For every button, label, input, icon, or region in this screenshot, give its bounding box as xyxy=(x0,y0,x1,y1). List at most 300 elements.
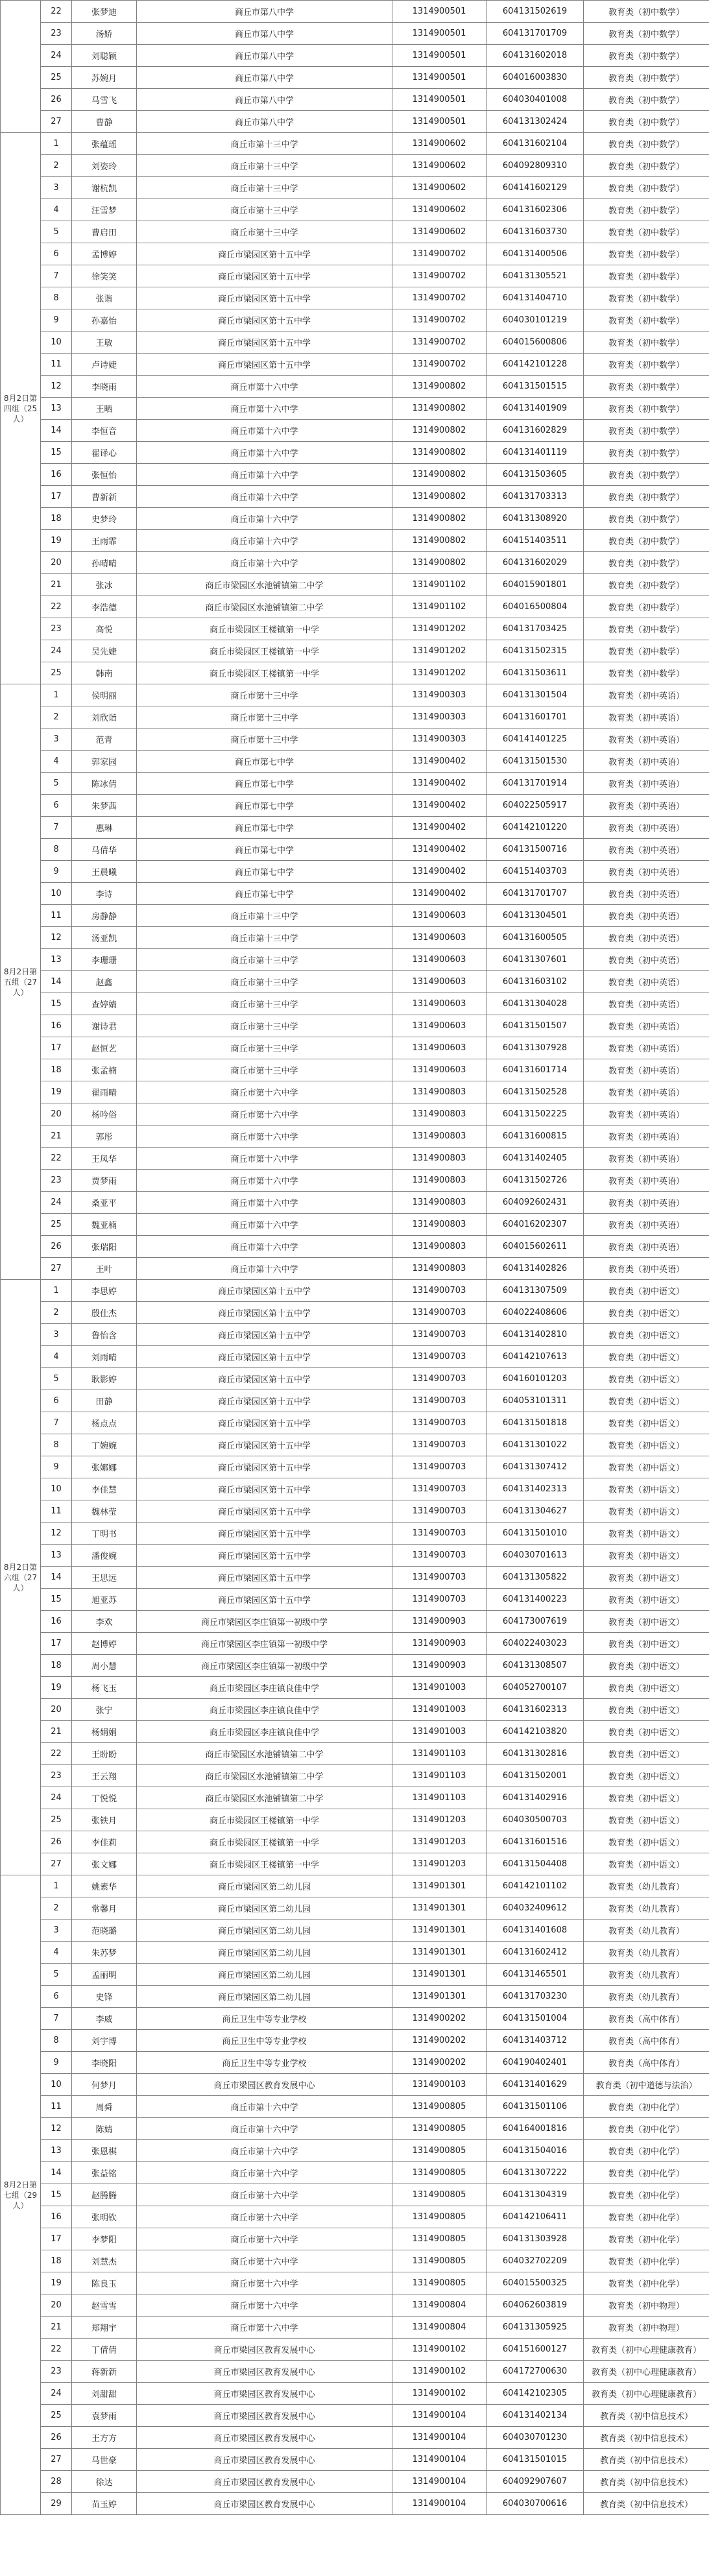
name-cell: 李晓阳 xyxy=(72,2052,137,2074)
table-row xyxy=(1,2140,709,2162)
position-code-cell: 1314900703 xyxy=(392,1545,487,1567)
name-cell: 张益铭 xyxy=(72,2162,137,2184)
name-cell: 赵博婷 xyxy=(72,1633,137,1655)
table-row xyxy=(1,1258,709,1280)
school-cell: 商丘市第十三中学 xyxy=(137,199,392,221)
name-cell: 郭彤 xyxy=(72,1125,137,1148)
table-row xyxy=(1,287,709,309)
name-cell: 马世豪 xyxy=(72,2449,137,2471)
subject-cell: 教育类（初中英语） xyxy=(584,1125,709,1148)
school-cell: 商丘市梁园区第二幼儿园 xyxy=(137,1964,392,1986)
seq-cell: 6 xyxy=(41,1390,72,1412)
name-cell: 丁明书 xyxy=(72,1523,137,1545)
position-code-cell: 1314900702 xyxy=(392,287,487,309)
school-cell: 商丘市第十六中学 xyxy=(137,1170,392,1192)
school-cell: 商丘卫生中等专业学校 xyxy=(137,2052,392,2074)
name-cell: 王晨曦 xyxy=(72,861,137,883)
name-cell: 王思远 xyxy=(72,1567,137,1589)
subject-cell: 教育类（初中数学） xyxy=(584,45,709,67)
name-cell: 贾梦雨 xyxy=(72,1170,137,1192)
subject-cell: 教育类（初中心理健康教育） xyxy=(584,2361,709,2383)
position-code-cell: 1314900402 xyxy=(392,817,487,839)
seq-cell: 26 xyxy=(41,2427,72,2449)
ticket-number-cell: 604151600127 xyxy=(487,2339,584,2361)
subject-cell: 教育类（高中体育） xyxy=(584,2008,709,2030)
table-row xyxy=(1,2294,709,2317)
seq-cell: 14 xyxy=(41,2162,72,2184)
name-cell: 范青 xyxy=(72,728,137,751)
position-code-cell: 1314900903 xyxy=(392,1655,487,1677)
subject-cell: 教育类（初中信息技术） xyxy=(584,2449,709,2471)
position-code-cell: 1314900805 xyxy=(392,2272,487,2294)
seq-cell: 13 xyxy=(41,1545,72,1567)
name-cell: 谢诗君 xyxy=(72,1015,137,1037)
position-code-cell: 1314900805 xyxy=(392,2206,487,2228)
ticket-number-cell: 604062603819 xyxy=(487,2294,584,2317)
table-row xyxy=(1,949,709,971)
table-row xyxy=(1,221,709,243)
subject-cell: 教育类（初中英语） xyxy=(584,728,709,751)
name-cell: 曹静 xyxy=(72,111,137,133)
subject-cell: 教育类（初中英语） xyxy=(584,1192,709,1214)
subject-cell: 教育类（初中数学） xyxy=(584,199,709,221)
ticket-number-cell: 604131701709 xyxy=(487,23,584,45)
subject-cell: 教育类（初中数学） xyxy=(584,618,709,640)
seq-cell: 25 xyxy=(41,1214,72,1236)
seq-cell: 21 xyxy=(41,574,72,596)
seq-cell: 11 xyxy=(41,905,72,927)
school-cell: 商丘市梁园区第十五中学 xyxy=(137,1390,392,1412)
position-code-cell: 1314901203 xyxy=(392,1809,487,1831)
name-cell: 桑亚平 xyxy=(72,1192,137,1214)
name-cell: 史梦玲 xyxy=(72,508,137,530)
ticket-number-cell: 604052700107 xyxy=(487,1677,584,1699)
table-row xyxy=(1,2317,709,2339)
position-code-cell: 1314900703 xyxy=(392,1280,487,1302)
seq-cell: 16 xyxy=(41,1611,72,1633)
school-cell: 商丘市梁园区水池铺镇第二中学 xyxy=(137,596,392,618)
table-row xyxy=(1,1765,709,1787)
name-cell: 张孟楠 xyxy=(72,1059,137,1081)
group-label-cell: 8月2日第六组（27人） xyxy=(1,1280,41,1875)
seq-cell: 2 xyxy=(41,1897,72,1920)
table-row xyxy=(1,1500,709,1523)
name-cell: 范晓璐 xyxy=(72,1920,137,1942)
subject-cell: 教育类（初中数学） xyxy=(584,464,709,486)
table-row xyxy=(1,839,709,861)
name-cell: 张娜娜 xyxy=(72,1456,137,1478)
seq-cell: 10 xyxy=(41,883,72,905)
name-cell: 汪雪梦 xyxy=(72,199,137,221)
seq-cell: 11 xyxy=(41,1500,72,1523)
position-code-cell: 1314901301 xyxy=(392,1986,487,2008)
school-cell: 商丘市第十六中学 xyxy=(137,1103,392,1125)
table-row xyxy=(1,1831,709,1853)
school-cell: 商丘市梁园区李庄镇第一初级中学 xyxy=(137,1633,392,1655)
seq-cell: 1 xyxy=(41,1280,72,1302)
seq-cell: 12 xyxy=(41,927,72,949)
school-cell: 商丘市第十六中学 xyxy=(137,1148,392,1170)
school-cell: 商丘市第十六中学 xyxy=(137,2206,392,2228)
name-cell: 李浩德 xyxy=(72,596,137,618)
seq-cell: 24 xyxy=(41,2383,72,2405)
name-cell: 曹新新 xyxy=(72,486,137,508)
school-cell: 商丘市第十六中学 xyxy=(137,1081,392,1103)
seq-cell: 6 xyxy=(41,795,72,817)
subject-cell: 教育类（初中语文） xyxy=(584,1831,709,1853)
subject-cell: 教育类（初中英语） xyxy=(584,1015,709,1037)
subject-cell: 教育类（初中化学） xyxy=(584,2206,709,2228)
ticket-number-cell: 604131401119 xyxy=(487,442,584,464)
school-cell: 商丘市梁园区李庄镇第一初级中学 xyxy=(137,1611,392,1633)
subject-cell: 教育类（初中数学） xyxy=(584,662,709,684)
ticket-number-cell: 604142106411 xyxy=(487,2206,584,2228)
seq-cell: 11 xyxy=(41,2096,72,2118)
name-cell: 李晓雨 xyxy=(72,376,137,398)
ticket-number-cell: 604131701914 xyxy=(487,773,584,795)
table-row xyxy=(1,486,709,508)
seq-cell: 1 xyxy=(41,684,72,706)
subject-cell: 教育类（初中物理） xyxy=(584,2294,709,2317)
school-cell: 商丘市第八中学 xyxy=(137,89,392,111)
ticket-number-cell: 604142107613 xyxy=(487,1346,584,1368)
position-code-cell: 1314900602 xyxy=(392,177,487,199)
ticket-number-cell: 604131307222 xyxy=(487,2162,584,2184)
name-cell: 李珊珊 xyxy=(72,949,137,971)
seq-cell: 20 xyxy=(41,1699,72,1721)
table-row xyxy=(1,1125,709,1148)
table-row xyxy=(1,1192,709,1214)
seq-cell: 16 xyxy=(41,464,72,486)
position-code-cell: 1314900603 xyxy=(392,1037,487,1059)
seq-cell: 10 xyxy=(41,2074,72,2096)
table-row xyxy=(1,2383,709,2405)
school-cell: 商丘市第十六中学 xyxy=(137,442,392,464)
ticket-number-cell: 604131307601 xyxy=(487,949,584,971)
school-cell: 商丘市第七中学 xyxy=(137,751,392,773)
name-cell: 丁婉婉 xyxy=(72,1434,137,1456)
table-row xyxy=(1,2030,709,2052)
position-code-cell: 1314900702 xyxy=(392,309,487,331)
subject-cell: 教育类（初中语文） xyxy=(584,1545,709,1567)
seq-cell: 27 xyxy=(41,111,72,133)
table-row xyxy=(1,1236,709,1258)
position-code-cell: 1314900104 xyxy=(392,2405,487,2427)
seq-cell: 20 xyxy=(41,1103,72,1125)
table-row xyxy=(1,1103,709,1125)
name-cell: 刘聪颖 xyxy=(72,45,137,67)
table-row xyxy=(1,2449,709,2471)
table-row xyxy=(1,155,709,177)
school-cell: 商丘市梁园区第十五中学 xyxy=(137,331,392,354)
school-cell: 商丘市第十六中学 xyxy=(137,552,392,574)
name-cell: 丁悦悦 xyxy=(72,1787,137,1809)
table-row xyxy=(1,1523,709,1545)
name-cell: 周舜 xyxy=(72,2096,137,2118)
subject-cell: 教育类（初中物理） xyxy=(584,2317,709,2339)
name-cell: 陈婧 xyxy=(72,2118,137,2140)
ticket-number-cell: 604190402401 xyxy=(487,2052,584,2074)
position-code-cell: 1314900805 xyxy=(392,2162,487,2184)
ticket-number-cell: 604151403703 xyxy=(487,861,584,883)
table-row xyxy=(1,1037,709,1059)
seq-cell: 17 xyxy=(41,2228,72,2250)
name-cell: 王盼盼 xyxy=(72,1743,137,1765)
name-cell: 韩南 xyxy=(72,662,137,684)
name-cell: 李诗 xyxy=(72,883,137,905)
subject-cell: 教育类（初中化学） xyxy=(584,2250,709,2272)
seq-cell: 13 xyxy=(41,398,72,420)
school-cell: 商丘市第十六中学 xyxy=(137,2140,392,2162)
subject-cell: 教育类（初中语文） xyxy=(584,1677,709,1699)
seq-cell: 23 xyxy=(41,2361,72,2383)
name-cell: 王叶 xyxy=(72,1258,137,1280)
position-code-cell: 1314900803 xyxy=(392,1148,487,1170)
position-code-cell: 1314900603 xyxy=(392,927,487,949)
seq-cell: 21 xyxy=(41,1721,72,1743)
position-code-cell: 1314900603 xyxy=(392,971,487,993)
school-cell: 商丘市第十六中学 xyxy=(137,2272,392,2294)
table-row xyxy=(1,2427,709,2449)
position-code-cell: 1314901103 xyxy=(392,1787,487,1809)
position-code-cell: 1314901301 xyxy=(392,1942,487,1964)
position-code-cell: 1314901103 xyxy=(392,1765,487,1787)
school-cell: 商丘市第十三中学 xyxy=(137,949,392,971)
subject-cell: 教育类（初中数学） xyxy=(584,442,709,464)
table-row xyxy=(1,1853,709,1875)
name-cell: 殷仕杰 xyxy=(72,1302,137,1324)
position-code-cell: 1314900501 xyxy=(392,67,487,89)
subject-cell: 教育类（幼儿教育） xyxy=(584,1942,709,1964)
seq-cell: 10 xyxy=(41,1478,72,1500)
name-cell: 张蕴瑶 xyxy=(72,133,137,155)
subject-cell: 教育类（初中语文） xyxy=(584,1611,709,1633)
ticket-number-cell: 604131401629 xyxy=(487,2074,584,2096)
position-code-cell: 1314900703 xyxy=(392,1567,487,1589)
school-cell: 商丘市第七中学 xyxy=(137,773,392,795)
ticket-number-cell: 604131501004 xyxy=(487,2008,584,2030)
ticket-number-cell: 604131703313 xyxy=(487,486,584,508)
school-cell: 商丘市梁园区教育发展中心 xyxy=(137,2493,392,2515)
table-row xyxy=(1,45,709,67)
seq-cell: 16 xyxy=(41,2206,72,2228)
school-cell: 商丘市梁园区李庄镇第一初级中学 xyxy=(137,1655,392,1677)
school-cell: 商丘市第十三中学 xyxy=(137,1015,392,1037)
table-row xyxy=(1,89,709,111)
group-label-cell: 8月2日第五组（27人） xyxy=(1,684,41,1280)
ticket-number-cell: 604131400223 xyxy=(487,1589,584,1611)
ticket-number-cell: 604131602104 xyxy=(487,133,584,155)
table-row xyxy=(1,706,709,728)
table-row xyxy=(1,596,709,618)
subject-cell: 教育类（初中数学） xyxy=(584,552,709,574)
ticket-number-cell: 604151403511 xyxy=(487,530,584,552)
table-row xyxy=(1,1170,709,1192)
school-cell: 商丘市梁园区水池铺镇第二中学 xyxy=(137,1765,392,1787)
table-row xyxy=(1,1280,709,1302)
school-cell: 商丘市梁园区第十五中学 xyxy=(137,1324,392,1346)
position-code-cell: 1314900703 xyxy=(392,1456,487,1478)
ticket-number-cell: 604131703230 xyxy=(487,1986,584,2008)
table-row xyxy=(1,2074,709,2096)
table-row xyxy=(1,751,709,773)
ticket-number-cell: 604131603730 xyxy=(487,221,584,243)
school-cell: 商丘市梁园区第十五中学 xyxy=(137,354,392,376)
school-cell: 商丘市第十三中学 xyxy=(137,706,392,728)
subject-cell: 教育类（初中数学） xyxy=(584,133,709,155)
position-code-cell: 1314900802 xyxy=(392,398,487,420)
ticket-number-cell: 604131502619 xyxy=(487,1,584,23)
table-row xyxy=(1,1214,709,1236)
ticket-number-cell: 604142101228 xyxy=(487,354,584,376)
ticket-number-cell: 604131307412 xyxy=(487,1456,584,1478)
table-row xyxy=(1,971,709,993)
name-cell: 张瑞阳 xyxy=(72,1236,137,1258)
table-row xyxy=(1,728,709,751)
ticket-number-cell: 604131307509 xyxy=(487,1280,584,1302)
school-cell: 商丘市梁园区第十五中学 xyxy=(137,309,392,331)
subject-cell: 教育类（初中数学） xyxy=(584,398,709,420)
table-row xyxy=(1,1302,709,1324)
table-row xyxy=(1,883,709,905)
subject-cell: 教育类（初中英语） xyxy=(584,861,709,883)
ticket-number-cell: 604141602129 xyxy=(487,177,584,199)
school-cell: 商丘市梁园区第十五中学 xyxy=(137,1478,392,1500)
subject-cell: 教育类（初中语文） xyxy=(584,1302,709,1324)
name-cell: 张谐 xyxy=(72,287,137,309)
ticket-number-cell: 604131465501 xyxy=(487,1964,584,1986)
position-code-cell: 1314900703 xyxy=(392,1346,487,1368)
subject-cell: 教育类（初中数学） xyxy=(584,287,709,309)
position-code-cell: 1314901301 xyxy=(392,1920,487,1942)
ticket-number-cell: 604131601714 xyxy=(487,1059,584,1081)
position-code-cell: 1314901003 xyxy=(392,1677,487,1699)
table-row xyxy=(1,2493,709,2515)
school-cell: 商丘市第十六中学 xyxy=(137,2317,392,2339)
school-cell: 商丘市第十三中学 xyxy=(137,728,392,751)
seq-cell: 15 xyxy=(41,2184,72,2206)
position-code-cell: 1314900303 xyxy=(392,706,487,728)
position-code-cell: 1314900102 xyxy=(392,2339,487,2361)
name-cell: 马雪飞 xyxy=(72,89,137,111)
school-cell: 商丘市第十三中学 xyxy=(137,221,392,243)
position-code-cell: 1314900805 xyxy=(392,2250,487,2272)
seq-cell: 20 xyxy=(41,2294,72,2317)
subject-cell: 教育类（初中数学） xyxy=(584,530,709,552)
ticket-number-cell: 604030701613 xyxy=(487,1545,584,1567)
subject-cell: 教育类（初中语文） xyxy=(584,1390,709,1412)
ticket-number-cell: 604131501015 xyxy=(487,2449,584,2471)
name-cell: 鲁怡含 xyxy=(72,1324,137,1346)
name-cell: 张梦迪 xyxy=(72,1,137,23)
school-cell: 商丘市梁园区第十五中学 xyxy=(137,1589,392,1611)
table-row xyxy=(1,1875,709,1897)
position-code-cell: 1314900804 xyxy=(392,2317,487,2339)
school-cell: 商丘市梁园区教育发展中心 xyxy=(137,2383,392,2405)
subject-cell: 教育类（初中化学） xyxy=(584,2162,709,2184)
seq-cell: 2 xyxy=(41,155,72,177)
ticket-number-cell: 604131600815 xyxy=(487,1125,584,1148)
position-code-cell: 1314900202 xyxy=(392,2008,487,2030)
name-cell: 刘姿玲 xyxy=(72,155,137,177)
name-cell: 张恩棋 xyxy=(72,2140,137,2162)
table-row xyxy=(1,1809,709,1831)
school-cell: 商丘市第十六中学 xyxy=(137,530,392,552)
name-cell: 王云翔 xyxy=(72,1765,137,1787)
seq-cell: 13 xyxy=(41,949,72,971)
subject-cell: 教育类（初中语文） xyxy=(584,1434,709,1456)
subject-cell: 教育类（初中英语） xyxy=(584,684,709,706)
position-code-cell: 1314901301 xyxy=(392,1964,487,1986)
position-code-cell: 1314900104 xyxy=(392,2427,487,2449)
group-label-cell xyxy=(1,1,41,133)
subject-cell: 教育类（初中语文） xyxy=(584,1456,709,1478)
ticket-number-cell: 604131602313 xyxy=(487,1699,584,1721)
subject-cell: 教育类（初中英语） xyxy=(584,1170,709,1192)
position-code-cell: 1314900501 xyxy=(392,45,487,67)
position-code-cell: 1314901202 xyxy=(392,640,487,662)
name-cell: 杨吟俗 xyxy=(72,1103,137,1125)
school-cell: 商丘市第十六中学 xyxy=(137,1214,392,1236)
seq-cell: 9 xyxy=(41,861,72,883)
school-cell: 商丘市梁园区王楼镇第一中学 xyxy=(137,662,392,684)
school-cell: 商丘市第十三中学 xyxy=(137,133,392,155)
ticket-number-cell: 604022408606 xyxy=(487,1302,584,1324)
seq-cell: 9 xyxy=(41,1456,72,1478)
school-cell: 商丘市梁园区水池铺镇第二中学 xyxy=(137,574,392,596)
table-row xyxy=(1,2162,709,2184)
name-cell: 翟雨晴 xyxy=(72,1081,137,1103)
ticket-number-cell: 604131501515 xyxy=(487,376,584,398)
ticket-number-cell: 604131501530 xyxy=(487,751,584,773)
school-cell: 商丘市梁园区水池铺镇第二中学 xyxy=(137,1743,392,1765)
school-cell: 商丘市第八中学 xyxy=(137,111,392,133)
table-row xyxy=(1,773,709,795)
position-code-cell: 1314900802 xyxy=(392,376,487,398)
position-code-cell: 1314900802 xyxy=(392,420,487,442)
position-code-cell: 1314900702 xyxy=(392,331,487,354)
ticket-number-cell: 604131302816 xyxy=(487,1743,584,1765)
name-cell: 刘雨晴 xyxy=(72,1346,137,1368)
ticket-number-cell: 604032409612 xyxy=(487,1897,584,1920)
ticket-number-cell: 604032702209 xyxy=(487,2250,584,2272)
subject-cell: 教育类（初中数学） xyxy=(584,574,709,596)
ticket-number-cell: 604131401608 xyxy=(487,1920,584,1942)
table-row xyxy=(1,817,709,839)
seq-cell: 15 xyxy=(41,993,72,1015)
position-code-cell: 1314900402 xyxy=(392,773,487,795)
seq-cell: 26 xyxy=(41,1236,72,1258)
ticket-number-cell: 604131603102 xyxy=(487,971,584,993)
subject-cell: 教育类（初中英语） xyxy=(584,1081,709,1103)
school-cell: 商丘卫生中等专业学校 xyxy=(137,2008,392,2030)
ticket-number-cell: 604092809310 xyxy=(487,155,584,177)
school-cell: 商丘市第十六中学 xyxy=(137,2118,392,2140)
ticket-number-cell: 604131400506 xyxy=(487,243,584,265)
table-row xyxy=(1,1545,709,1567)
seq-cell: 9 xyxy=(41,309,72,331)
table-row xyxy=(1,927,709,949)
school-cell: 商丘市第十六中学 xyxy=(137,2228,392,2250)
table-row xyxy=(1,1346,709,1368)
seq-cell: 4 xyxy=(41,751,72,773)
table-row xyxy=(1,2096,709,2118)
school-cell: 商丘市梁园区第二幼儿园 xyxy=(137,1986,392,2008)
position-code-cell: 1314900805 xyxy=(392,2228,487,2250)
school-cell: 商丘市第八中学 xyxy=(137,67,392,89)
name-cell: 史锋 xyxy=(72,1986,137,2008)
name-cell: 孟丽明 xyxy=(72,1964,137,1986)
